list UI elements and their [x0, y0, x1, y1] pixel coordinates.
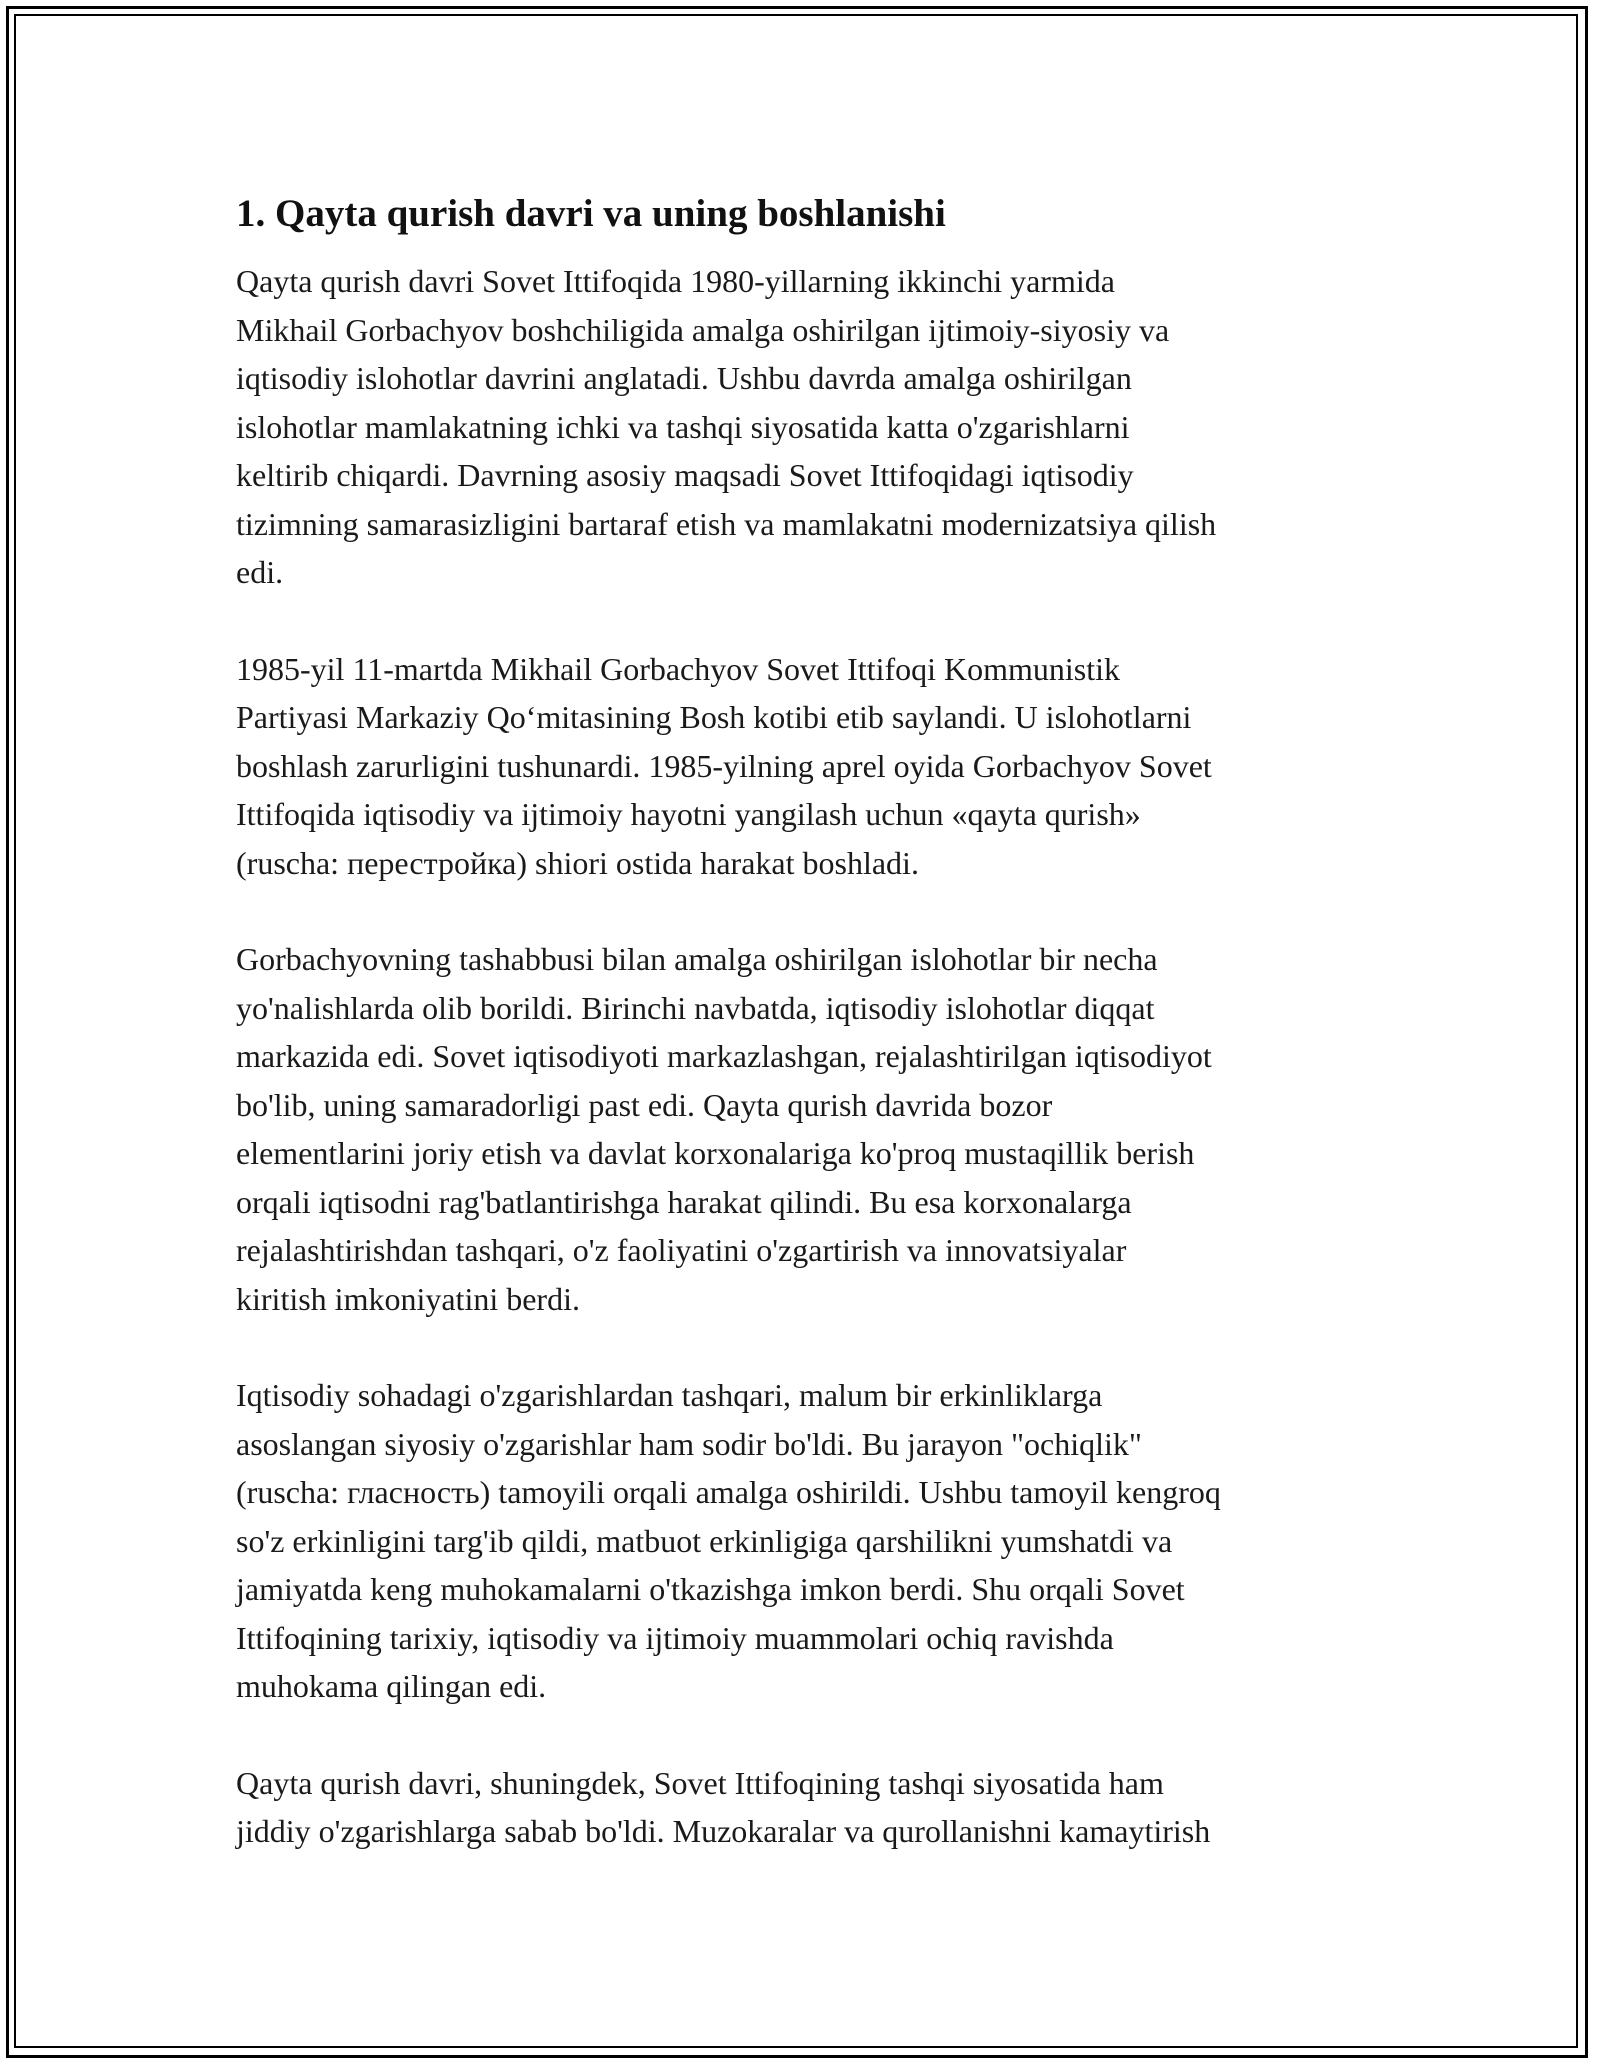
section-heading: 1. Qayta qurish davri va uning boshlanishi: [236, 192, 946, 235]
paragraph-5: Qayta qurish davri, shuningdek, Sovet Ittifoqining tashqi siyosatida ham jiddiy o'zgarishlarga sabab bo'ldi. Muzokaralar va qurollanishni kamaytirish: [236, 1764, 1211, 1849]
paragraph-2: 1985-yil 11-martda Mikhail Gorbachyov Sovet Ittifoqi Kommunistik Partiyasi Markaziy Qo‘mitasining Bosh kotibi etib saylandi. U islohotlarni boshlash zarurligini tushunardi. 1985-yilning aprel oyida Gorbachyov Sovet Ittifoqida iqtisodiy va ijtimoiy hayotni yangilash uchun «qayta qurish» (ruscha: перестройка) shiori ostida harakat boshladi.: [236, 650, 1212, 881]
paragraph-3: Gorbachyovning tashabbusi bilan amalga oshirilgan islohotlar bir necha yo'nalishlarda olib borildi. Birinchi navbatda, iqtisodiy islohotlar diqqat markazida edi. Sovet iqtisodiyoti markazlashgan, rejalashtirilgan iqtisodiyot bo'lib, uning samaradorligi past edi. Qayta qurish davrida bozor elementlarini joriy etish va davlat korxonalariga ko'proq mustaqillik berish orqali iqtisodni rag'batlantirishga harakat qilindi. Bu esa korxonalarga rejalashtirishdan tashqari, o'z faoliyatini o'zgartirish va innovatsiyalar kiritish imkoniyatini berdi.: [236, 941, 1212, 1317]
paragraph-1: Qayta qurish davri Sovet Ittifoqida 1980-yillarning ikkinchi yarmida Mikhail Gorbachyov boshchiligida amalga oshirilgan ijtimoiy-siyosiy va iqtisodiy islohotlar davrini anglatadi. Ushbu davrda amalga oshirilgan islohotlar mamlakatning ichki va tashqi siyosatida katta o'zgarishlarni keltirib chiqardi. Davrning asosiy maqsadi Sovet Ittifoqidagi iqtisodiy tizimning samarasizligini bartaraf etish va mamlakatni modernizatsiya qilish edi.: [236, 263, 1217, 590]
paragraph-4: Iqtisodiy sohadagi o'zgarishlardan tashqari, malum bir erkinliklarga asoslangan siyosiy o'zgarishlar ham sodir bo'ldi. Bu jarayon "ochiqlik" (ruscha: гласность) tamoyili orqali amalga oshirildi. Ushbu tamoyil kengroq so'z erkinligini targ'ib qildi, matbuot erkinligiga qarshilikni yumshatdi va jamiyatda keng muhokamalarni o'tkazishga imkon berdi. Shu orqali Sovet Ittifoqining tarixiy, iqtisodiy va ijtimoiy muammolari ochiq ravishda muhokama qilingan edi.: [236, 1377, 1221, 1704]
document-body: [236, 185, 1381, 1904]
